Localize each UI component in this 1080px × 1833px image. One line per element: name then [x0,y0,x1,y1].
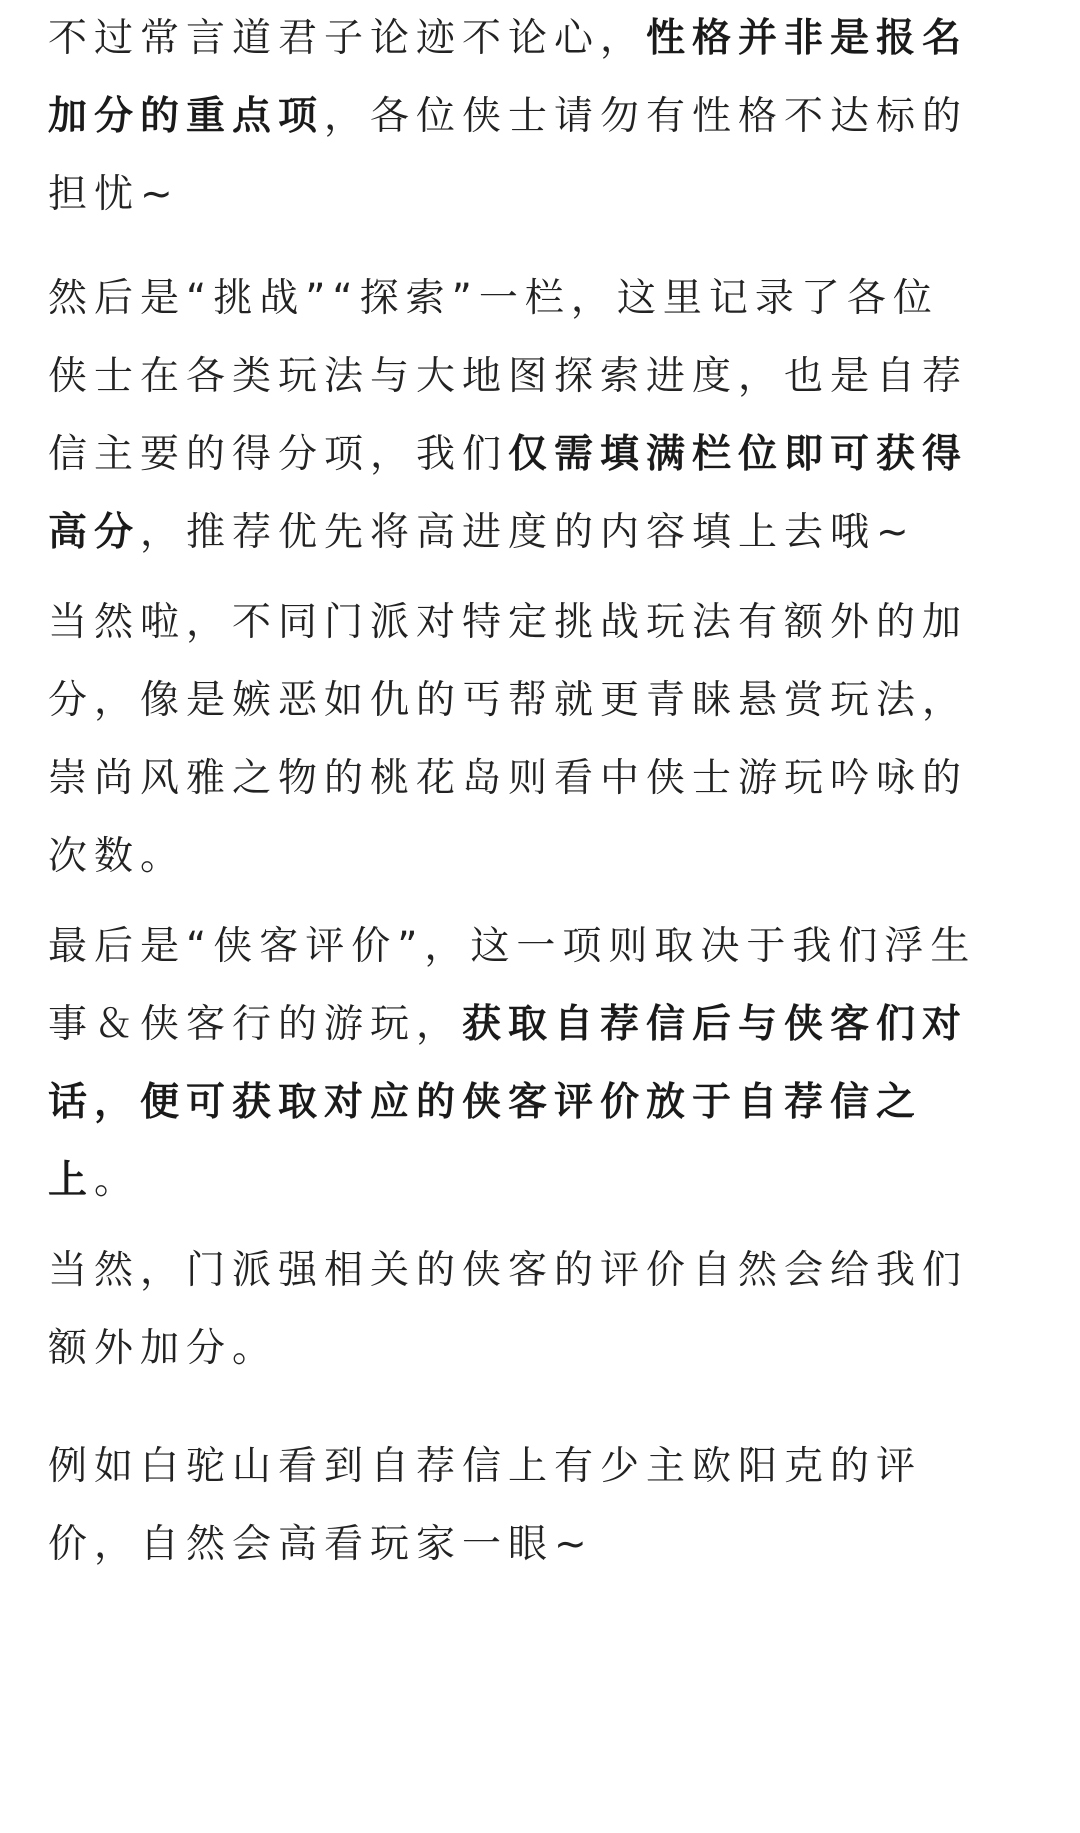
text-line [48,1064,1038,1142]
text-line [48,416,1038,494]
text-segment: 最后是“侠客评价”，这一项则取决于我们浮生 [48,924,977,969]
text-line [48,156,1038,234]
text-line [48,1428,1038,1506]
text-line [48,986,1038,1064]
bold-text-segment: 仅需填满栏位即可获得 [508,432,969,477]
text-segment: 当然啦，不同门派对特定挑战玩法有额外的加 [48,600,969,645]
text-segment: 信主要的得分项，我们 [48,432,509,477]
text-line [48,0,1038,78]
text-segment: 价，自然会高看玩家一眼~ [48,1522,594,1567]
bold-text-segment: 加分的重点项 [48,94,325,139]
text-segment: 担忧~ [48,172,180,217]
bold-text-segment: 获取自荐信后与侠客们对 [462,1002,969,1047]
text-segment: 次数。 [48,834,187,879]
text-segment: 不过常言道君子论迹不论心， [48,16,647,61]
bold-text-segment: 高分 [48,510,141,555]
text-segment: 分，像是嫉恶如仇的丐帮就更青睐悬赏玩法， [48,678,969,723]
paragraph-personality [48,0,1038,234]
text-line [48,338,1038,416]
text-segment: 事＆侠客行的游玩， [48,1002,463,1047]
bold-text-segment: 上 [48,1158,95,1203]
text-line [48,662,1038,740]
text-segment: 侠士在各类玩法与大地图探索进度，也是自荐 [48,354,969,399]
text-line [48,260,1038,338]
text-segment: 例如白驼山看到自荐信上有少主欧阳克的评 [48,1444,923,1489]
paragraph-sect-bonus [48,584,1038,896]
paragraph-sect-related [48,1232,1038,1388]
paragraph-hero-review [48,908,1038,1220]
text-segment: 额外加分。 [48,1326,279,1371]
text-line [48,1310,1038,1388]
text-line [48,1232,1038,1310]
text-line [48,818,1038,896]
text-line [48,78,1038,156]
text-segment: 然后是“挑战”“探索”一栏，这里记录了各位 [48,276,939,321]
text-segment: ，各位侠士请勿有性格不达标的 [324,94,969,139]
text-line [48,740,1038,818]
bold-text-segment: 话，便可获取对应的侠客评价放于自荐信之 [48,1080,923,1125]
text-line [48,1506,1038,1584]
text-segment: 崇尚风雅之物的桃花岛则看中侠士游玩吟咏的 [48,756,969,801]
text-line [48,908,1038,986]
text-line [48,494,1038,572]
bold-text-segment: 性格并非是报名 [646,16,969,61]
text-line [48,1142,1038,1220]
text-line [48,584,1038,662]
paragraph-example [48,1428,1038,1584]
text-segment: 当然，门派强相关的侠客的评价自然会给我们 [48,1248,969,1293]
text-segment: ，推荐优先将高进度的内容填上去哦~ [140,510,916,555]
text-segment: 。 [94,1158,141,1203]
paragraph-challenge-explore [48,260,1038,572]
